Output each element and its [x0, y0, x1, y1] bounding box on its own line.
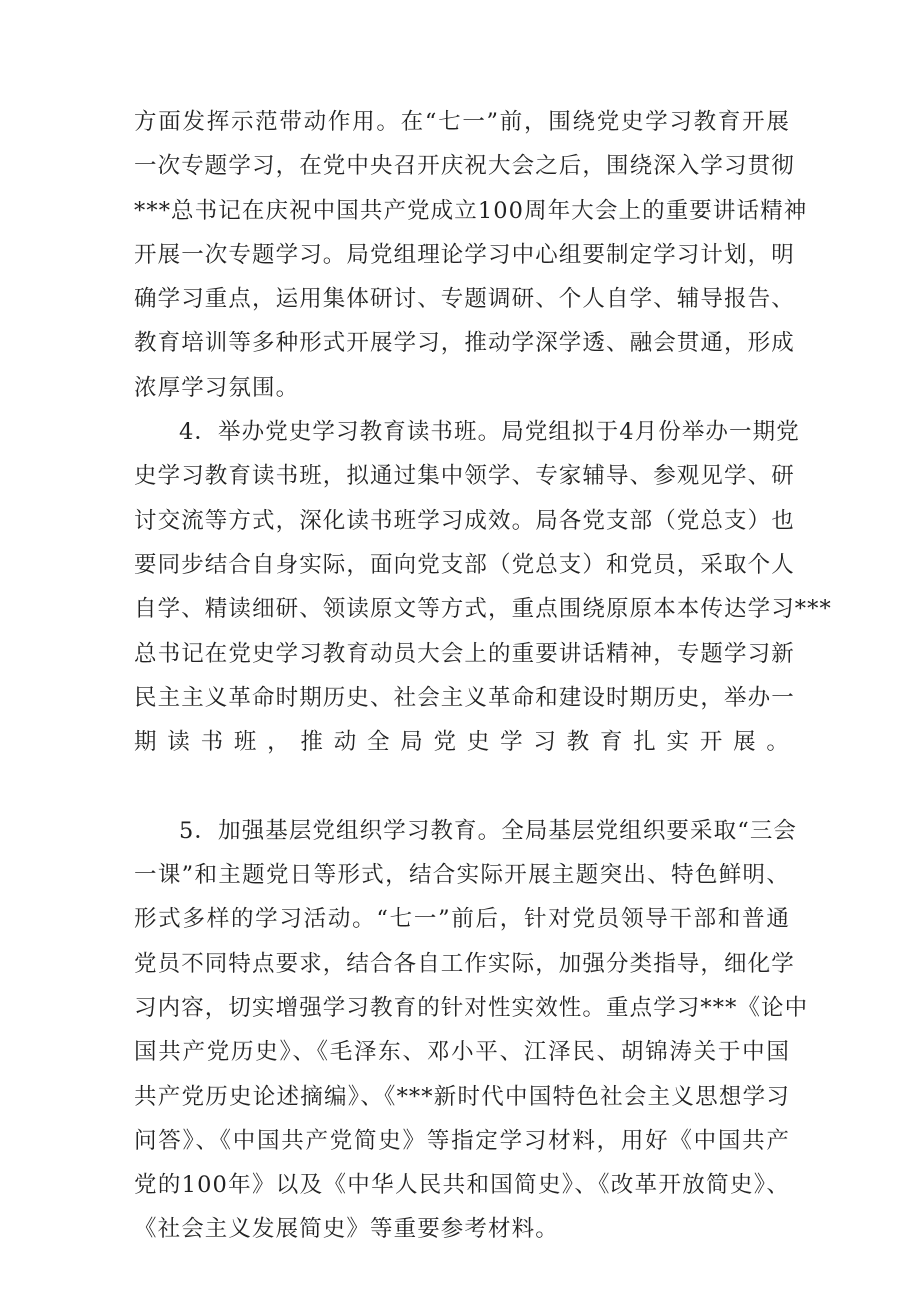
text-line: 国共产党历史》、《毛泽东、邓小平、江泽民、胡锦涛关于中国 — [134, 1039, 790, 1066]
text-line: 一课”和主题党日等形式，结合实际开展主题突出、特色鲜明、 — [134, 862, 790, 889]
text-line: 方面发挥示范带动作用。在“七一”前，围绕党史学习教育开展 — [134, 109, 790, 135]
text-line: 期读书班，推动全局党史学习教育扎实开展。 — [134, 729, 790, 756]
text-line: 党员不同特点要求，结合各自工作实际，加强分类指导，细化学 — [134, 950, 795, 977]
text-line: 要同步结合自身实际，面向党支部（党总支）和党员，采取个人 — [134, 551, 795, 578]
text-line: 教育培训等多种形式开展学习，推动学深学透、融会贯通，形成 — [134, 330, 795, 357]
text-line: 习内容，切实增强学习教育的针对性实效性。重点学习***《论中 — [134, 994, 809, 1021]
paragraph-item-4 — [134, 410, 832, 809]
text-line: 问答》、《中国共产党简史》等指定学习材料，用好《中国共产 — [134, 1127, 790, 1154]
text-line: 4．举办党史学习教育读书班。局党组拟于4月份举办一期党 — [179, 419, 800, 446]
text-line: 形式多样的学习活动。“七一”前后，针对党员领导干部和普通 — [134, 906, 790, 933]
text-line: 共产党历史论述摘编》、《***新时代中国特色社会主义思想学习 — [134, 1083, 790, 1110]
text-line: ***总书记在庆祝中国共产党成立100周年大会上的重要讲话精神 — [134, 197, 808, 224]
text-line: 确学习重点，运用集体研讨、专题调研、个人自学、辅导报告、 — [134, 286, 795, 313]
paragraph-continuation — [134, 100, 808, 410]
text-line: 民主主义革命时期历史、社会主义革命和建设时期历史，举办一 — [134, 684, 795, 711]
document-body — [134, 100, 832, 1252]
text-line: 一次专题学习，在党中央召开庆祝大会之后，围绕深入学习贯彻 — [134, 153, 795, 180]
text-line: 开展一次专题学习。局党组理论学习中心组要制定学习计划，明 — [134, 241, 795, 268]
text-line: 总书记在党史学习教育动员大会上的重要讲话精神，专题学习新 — [134, 640, 795, 667]
text-line: 5．加强基层党组织学习教育。全局基层党组织要采取“三会 — [179, 817, 798, 844]
text-line: 《社会主义发展简史》等重要参考材料。 — [134, 1216, 559, 1243]
text-line: 党的100年》以及《中华人民共和国简史》、《改革开放简史》、 — [134, 1172, 790, 1199]
paragraph-item-5 — [134, 809, 809, 1252]
text-line: 自学、精读细研、领读原文等方式，重点围绕原原本本传达学习*** — [134, 596, 832, 623]
text-line — [134, 764, 790, 808]
text-line: 浓厚学习氛围。 — [134, 374, 300, 401]
text-line: 史学习教育读书班，拟通过集中领学、专家辅导、参观见学、研 — [134, 463, 795, 490]
text-line: 讨交流等方式，深化读书班学习成效。局各党支部（党总支）也 — [134, 507, 795, 534]
